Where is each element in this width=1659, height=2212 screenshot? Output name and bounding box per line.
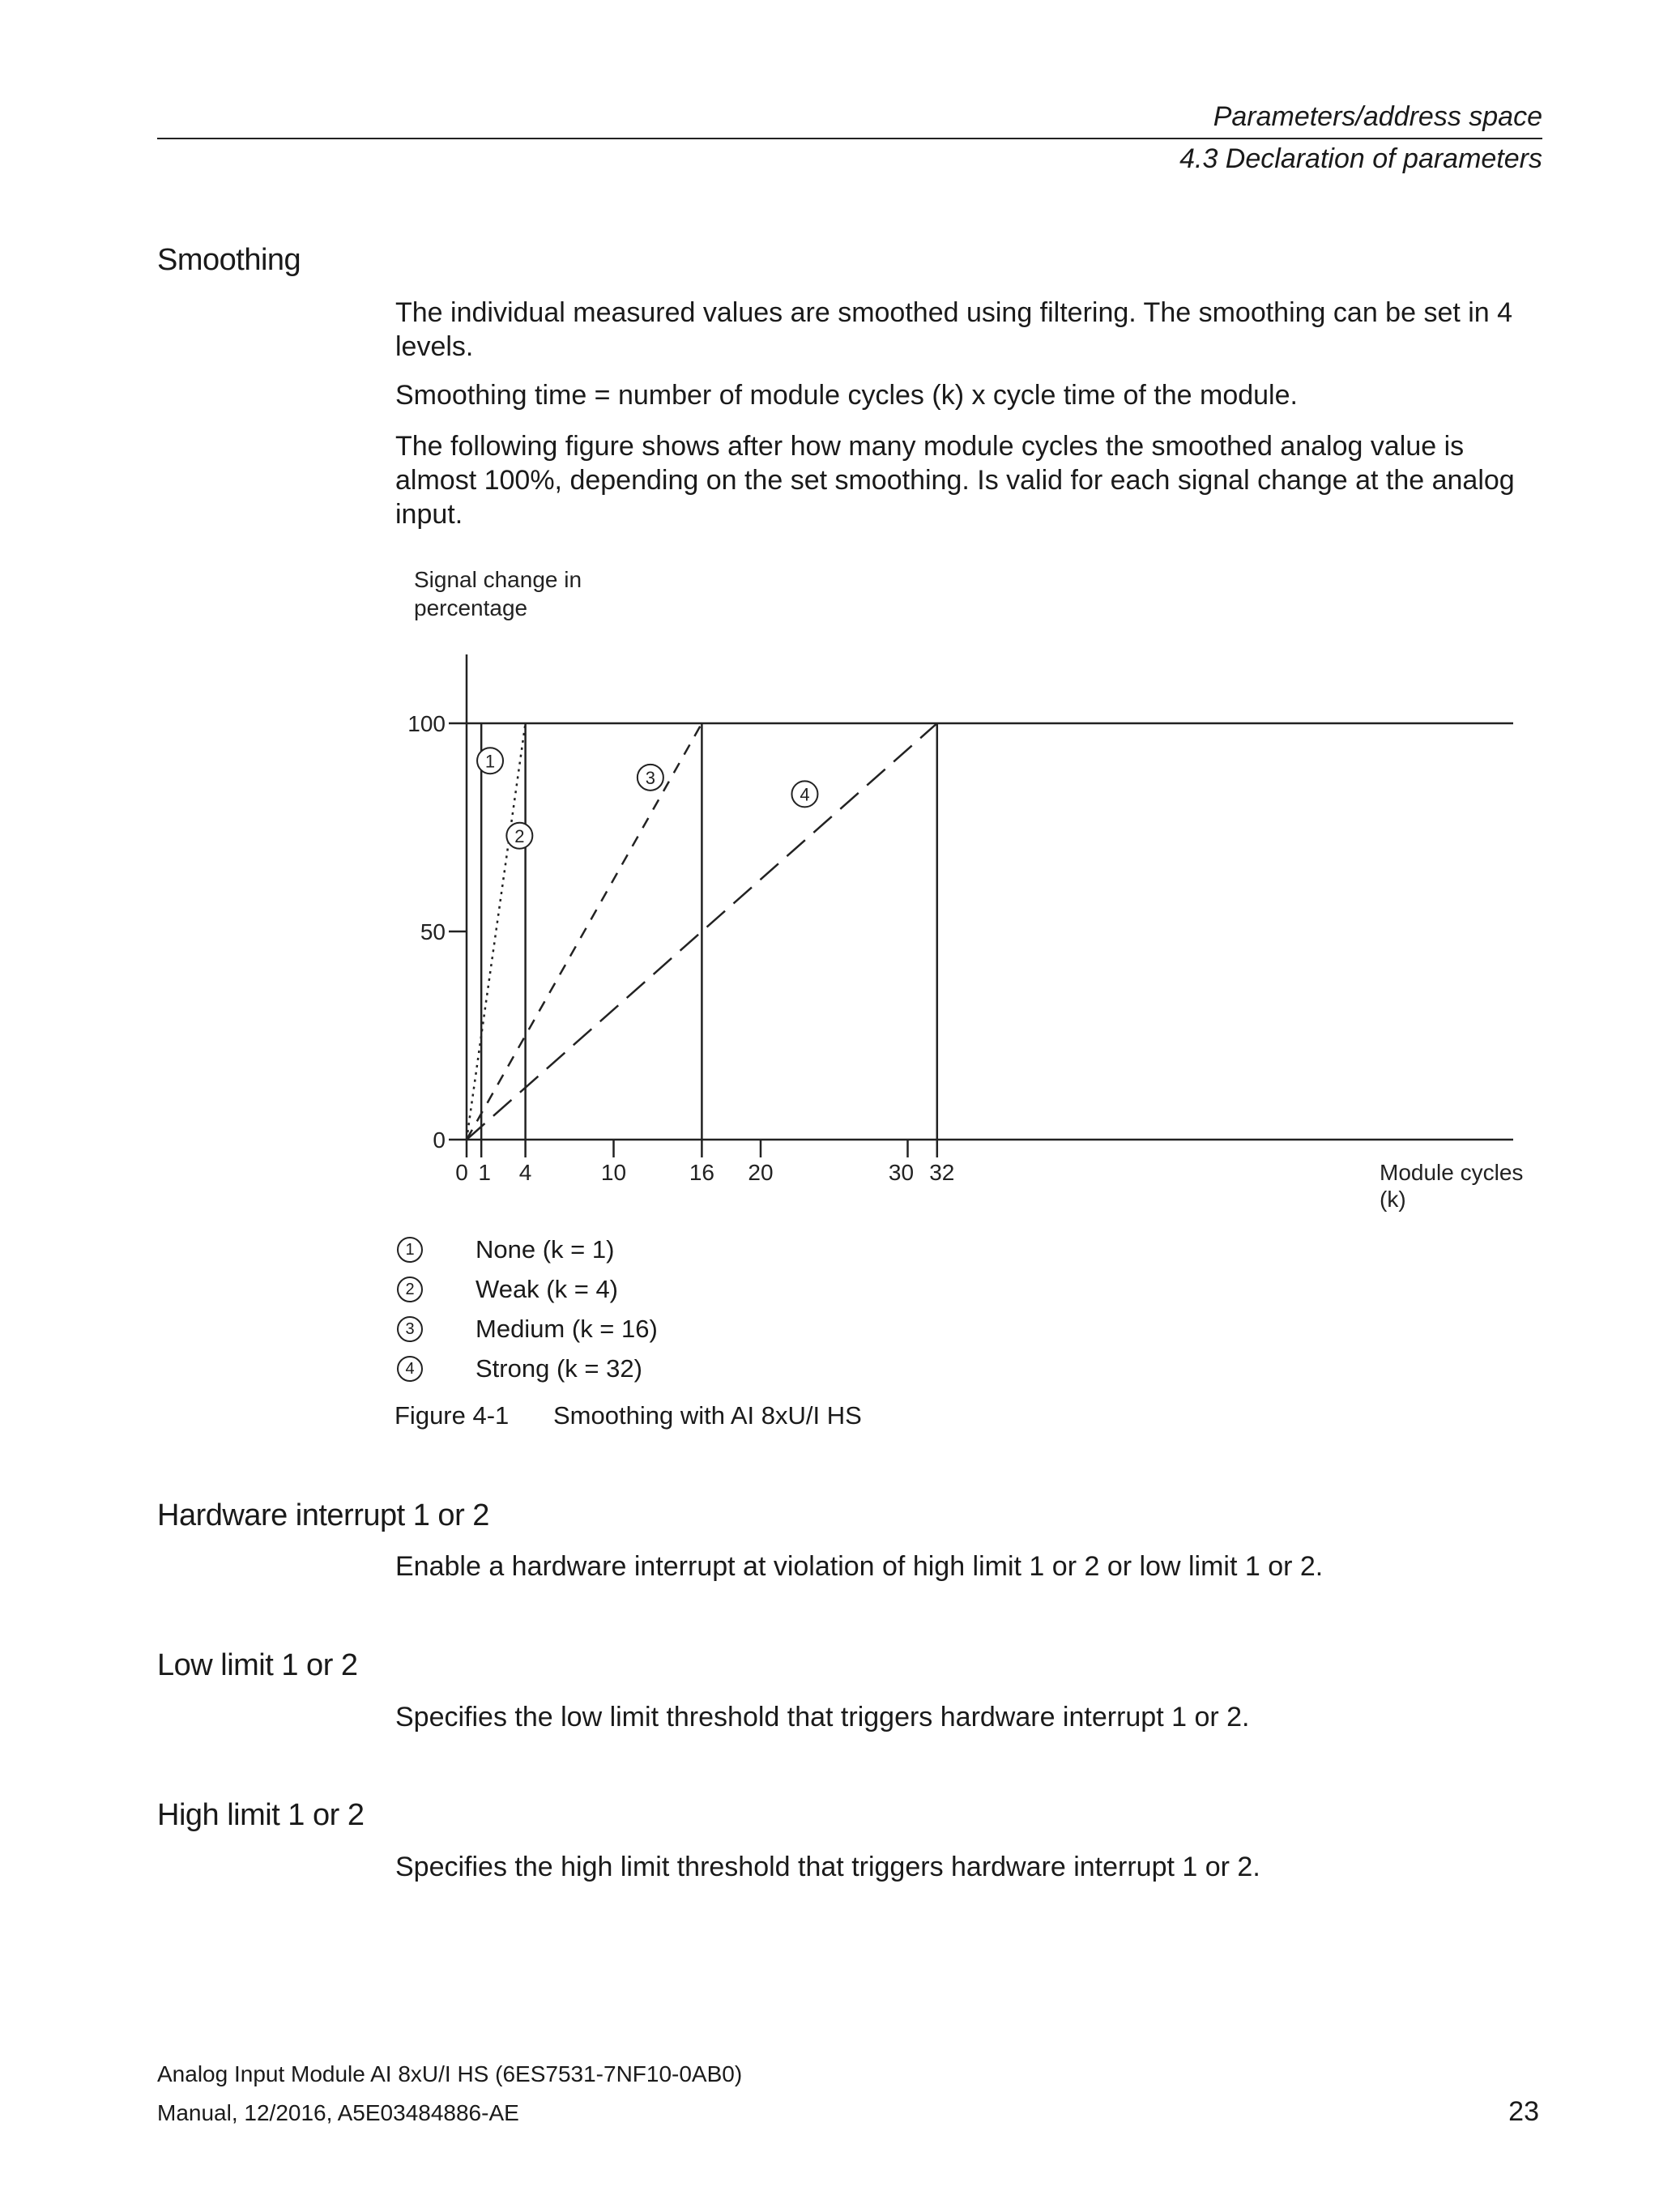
page-number: 23: [1508, 2096, 1539, 2127]
chart-series-line-k4: [467, 723, 526, 1140]
chart-x-tick-label-32: 32: [929, 1160, 955, 1185]
figure-caption: Smoothing with AI 8xU/I HS: [553, 1401, 862, 1430]
chart-series-marker-1: [477, 748, 503, 774]
legend-marker: 1: [397, 1237, 423, 1263]
legend-label: Weak (k = 4): [476, 1275, 619, 1303]
chart-series-marker-3: [638, 765, 663, 791]
chart-series-marker-label: 4: [800, 784, 810, 805]
chart-series-marker-2: [506, 823, 532, 849]
chart-y-tick-label-100: 100: [407, 711, 446, 736]
chart-x-tick-label-20: 20: [748, 1160, 774, 1185]
chart-series-marker-label: 3: [645, 767, 655, 788]
hw-interrupt-heading: Hardware interrupt 1 or 2: [157, 1498, 489, 1532]
chart-y-tick-label-50: 50: [420, 919, 446, 944]
chart-series-line-k16: [467, 723, 702, 1140]
legend-label: Strong (k = 32): [476, 1354, 642, 1383]
chart-xlabel-line2: (k): [1380, 1187, 1406, 1212]
chart-x-tick-label-4: 4: [518, 1160, 532, 1185]
chart-x-tick-label-16: 16: [689, 1160, 714, 1185]
low-limit-text: Specifies the low limit threshold that triggers hardware interrupt 1 or 2.: [395, 1702, 1250, 1733]
legend-marker: 2: [397, 1276, 423, 1302]
smoothing-paragraph-2: Smoothing time = number of module cycles (k) x cycle time of the module.: [395, 380, 1298, 411]
high-limit-text: Specifies the high limit threshold that triggers hardware interrupt 1 or 2.: [395, 1852, 1260, 1882]
hw-interrupt-text: Enable a hardware interrupt at violation of high limit 1 or 2 or low limit 1 or 2.: [395, 1551, 1324, 1582]
low-limit-heading: Low limit 1 or 2: [157, 1648, 358, 1682]
chart-series-marker-label: 2: [514, 825, 525, 846]
high-limit-heading: High limit 1 or 2: [157, 1798, 365, 1832]
chart-ylabel-line1: Signal change in: [414, 567, 582, 592]
figure-number: Figure 4-1: [394, 1401, 510, 1430]
chart-x-tick-label-0: 0: [455, 1160, 468, 1185]
chart-x-tick-label-1: 1: [478, 1160, 491, 1185]
smoothing-heading: Smoothing: [157, 243, 301, 277]
smoothing-paragraph-3: The following figure shows after how many module cycles the smoothed analog value is almost 100%, depending on the set smoothing. Is valid for each signal change at the analog input.: [395, 431, 1515, 530]
smoothing-paragraph-1: The individual measured values are smoothed using filtering. The smoothing can be set in 4 levels.: [395, 297, 1513, 362]
legend-marker: 3: [397, 1316, 423, 1342]
footer-product: Analog Input Module AI 8xU/I HS (6ES7531-7NF10-0AB0): [157, 2061, 743, 2086]
chart-ylabel-line2: percentage: [414, 595, 528, 620]
chart-series-marker-label: 1: [484, 751, 496, 772]
header-subsection: 4.3 Declaration of parameters: [1179, 143, 1542, 174]
legend-label: Medium (k = 16): [476, 1315, 658, 1343]
chart-y-tick-label-0: 0: [433, 1127, 446, 1153]
chart-x-tick-label-30: 30: [888, 1160, 915, 1185]
legend-label: None (k = 1): [476, 1235, 615, 1264]
chart-x-tick-label-10: 10: [600, 1160, 627, 1185]
chart-xlabel-line1: Module cycles: [1380, 1160, 1524, 1185]
header-section: Parameters/address space: [1213, 101, 1542, 132]
footer-manual: Manual, 12/2016, A5E03484886-AE: [157, 2100, 519, 2125]
chart-series-marker-4: [791, 781, 817, 807]
legend-marker: 4: [397, 1356, 423, 1382]
